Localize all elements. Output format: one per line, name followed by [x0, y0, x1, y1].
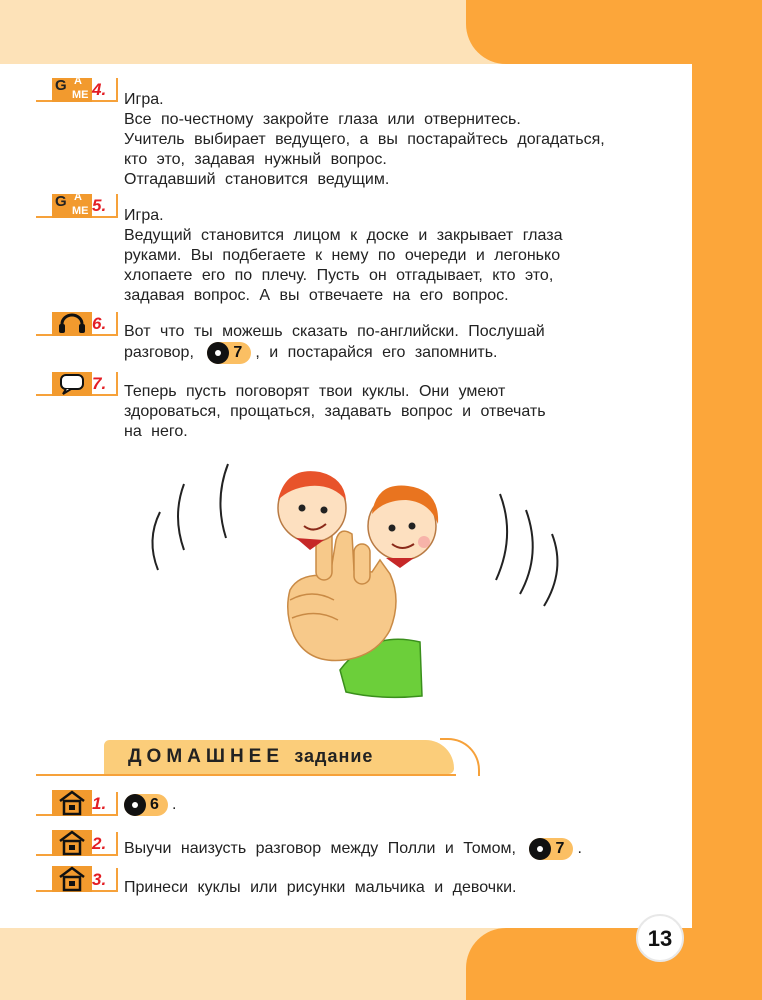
- audio-track-icon[interactable]: 6: [124, 794, 168, 816]
- speech-bubble-icon: [52, 372, 92, 396]
- divider: [116, 194, 118, 218]
- bottom-tab: [466, 928, 762, 1000]
- homework-number: 3.: [92, 870, 107, 889]
- page-number: 13: [636, 914, 684, 962]
- exercise-text: Вот что ты можешь сказать по-английски. Послушай разговор, 7 , и постарайся его запомнить.: [124, 322, 545, 366]
- house-icon: [52, 790, 92, 816]
- homework-text: Принеси куклы или рисунки мальчика и девочки.: [124, 879, 517, 896]
- homework-text: 6 .: [124, 794, 176, 816]
- exercise-number: 4.: [92, 80, 107, 99]
- divider: [36, 774, 456, 776]
- finger-puppets-illustration: [140, 460, 580, 700]
- homework-number: 1.: [92, 794, 107, 813]
- exercise-text: Игра. Ведущий становится лицом к доске и закрывает глаза руками. Вы подбегаете к нему по очереди и легонько хлопаете его по плечу. Пусть он отгадывает, кто это, задавая вопрос. А вы отвечаете на его вопрос.: [124, 207, 563, 304]
- exercise-number: 5.: [92, 196, 107, 215]
- homework-title: ДОМАШНЕЕ задание: [128, 746, 374, 767]
- divider: [116, 312, 118, 336]
- right-band: [692, 0, 762, 1000]
- game-badge-icon: G A ME: [52, 78, 92, 102]
- audio-track-icon[interactable]: 7: [529, 838, 573, 860]
- house-icon: [52, 830, 92, 856]
- game-badge-icon: G A ME: [52, 194, 92, 218]
- divider: [116, 832, 118, 856]
- divider: [116, 78, 118, 102]
- homework-number: 2.: [92, 834, 107, 853]
- house-icon: [52, 866, 92, 892]
- headphones-icon: [52, 312, 92, 336]
- audio-track-icon[interactable]: 7: [207, 342, 251, 364]
- homework-text: Выучи наизусть разговор между Полли и Томом, 7 .: [124, 838, 582, 860]
- divider: [116, 792, 118, 816]
- exercise-text: Теперь пусть поговорят твои куклы. Они умеют здороваться, прощаться, задавать вопрос и отвечать на него.: [124, 383, 546, 440]
- exercise-number: 7.: [92, 374, 107, 393]
- exercise-text: Игра. Все по-честному закройте глаза или отвернитесь. Учитель выбирает ведущего, а вы постарайтесь догадаться, кто это, задавая нужный вопрос. Отгадавший становится ведущим.: [124, 91, 605, 188]
- divider: [116, 868, 118, 892]
- exercise-number: 6.: [92, 314, 107, 333]
- divider: [116, 372, 118, 396]
